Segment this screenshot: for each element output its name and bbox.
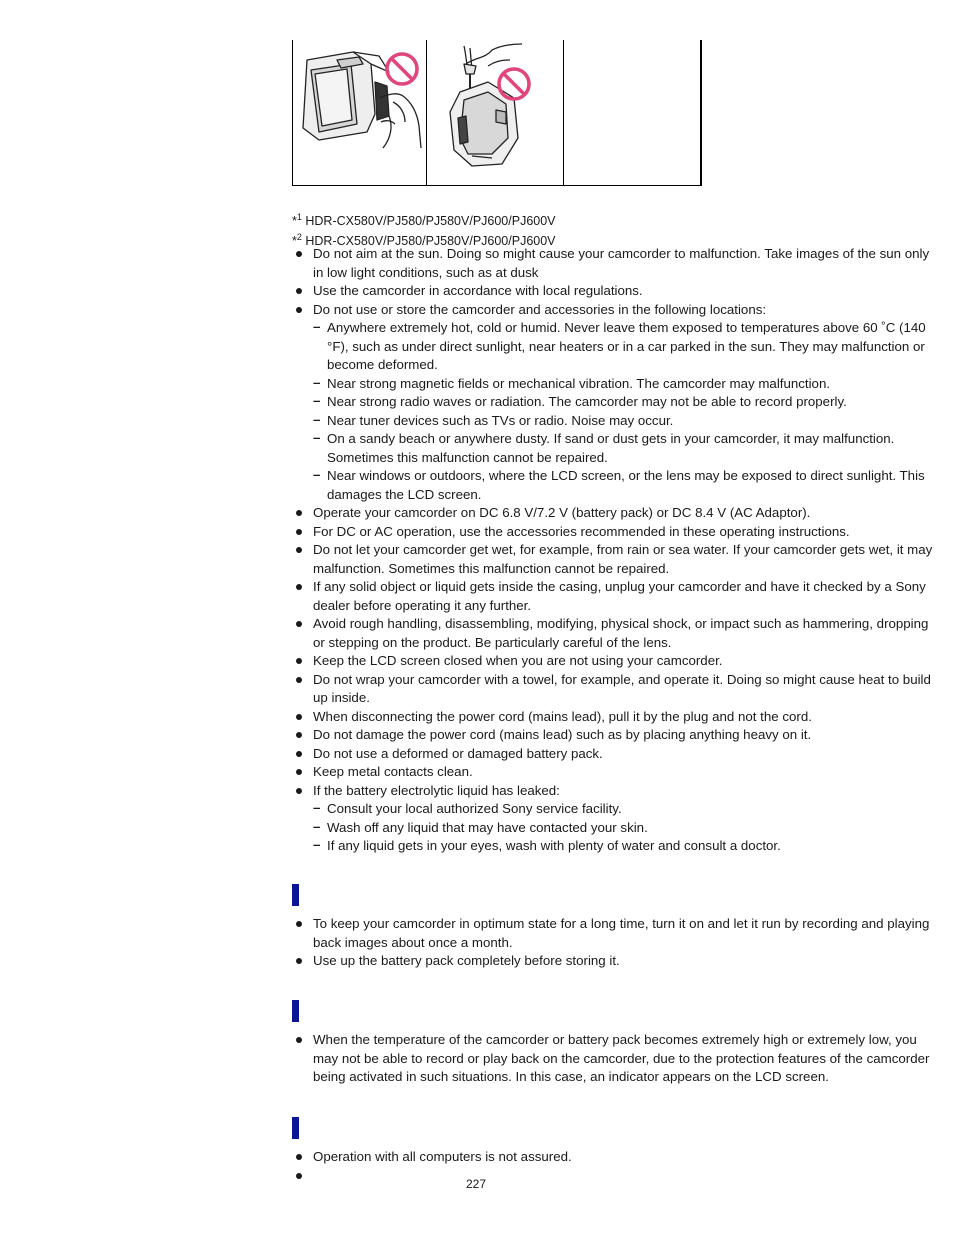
list-item: [292, 726, 936, 745]
temperature-list: [292, 1031, 936, 1087]
list-item: [292, 708, 936, 727]
list-item-text: Use the camcorder in accordance with local regulations.: [313, 283, 643, 298]
table-divider: [700, 40, 702, 185]
list-item: [292, 615, 936, 652]
list-item: [292, 671, 936, 708]
list-item-text: Keep metal contacts clean.: [313, 764, 473, 779]
list-item: [292, 523, 936, 542]
list-item-text: Keep the LCD screen closed when you are not using your camcorder.: [313, 653, 723, 668]
list-item: [292, 541, 936, 578]
section-heading-marker: [292, 884, 299, 906]
sub-list-item: – Near tuner devices such as TVs or radio. Noise may occur.: [313, 412, 936, 431]
computer-operation-list: [292, 1148, 936, 1167]
prohibited-icon: [387, 54, 417, 84]
list-item-text: Do not let your camcorder get wet, for example, from rain or sea water. If your camcorder gets wet, it may malfunction. Sometimes this malfunction cannot be repaired.: [313, 542, 933, 576]
list-item: [292, 915, 936, 952]
list-item: [292, 745, 936, 764]
list-item: [292, 652, 936, 671]
section-heading-marker: [292, 1117, 299, 1139]
sub-list-item: – If any liquid gets in your eyes, wash with plenty of water and consult a doctor.: [313, 837, 936, 856]
list-item: [292, 245, 936, 282]
list-item-text: Do not wrap your camcorder with a towel, for example, and operate it. Doing so might cause heat to build up inside.: [313, 671, 931, 705]
footnote-2: *$^2$ HDR-CX580V/PJ580/PJ580V/PJ600/PJ600V: [292, 232, 556, 248]
list-item-text: To keep your camcorder in optimum state for a long time, turn it on and let it run by recording and playing back images about once a month.: [313, 916, 930, 950]
illustration-table: [292, 40, 702, 186]
list-item: [292, 1031, 936, 1087]
sub-list-item: – Near strong radio waves or radiation. The camcorder may not be able to record properly.: [313, 393, 936, 412]
table-divider: [563, 40, 564, 185]
list-item-text: When the temperature of the camcorder or battery pack becomes extremely high or extremely low, you may not be able to record or play back on the camcorder, due to the protection features of the camcorder being activated in such situations. In this case, an indicator appears on the LCD screen.: [313, 1032, 930, 1084]
list-item: [292, 578, 936, 615]
sub-list-item: – Near windows or outdoors, where the LCD screen, or the lens may be exposed to direct sunlight. This damages the LCD screen.: [313, 467, 936, 504]
sub-list-item: – Near strong magnetic fields or mechanical vibration. The camcorder may malfunction.: [313, 375, 936, 394]
list-item-text: For DC or AC operation, use the accessories recommended in these operating instructions.: [313, 523, 850, 539]
list-item-text: Do not aim at the sun. Doing so might cause your camcorder to malfunction. Take images of the sun only in low light conditions, such as at dusk: [313, 246, 930, 280]
precautions-list: [292, 245, 936, 856]
list-item: [292, 282, 936, 301]
footnote-1: *$^1$ HDR-CX580V/PJ580/PJ580V/PJ600/PJ600V: [292, 212, 556, 228]
list-item-text: Do not use a deformed or damaged battery pack.: [313, 745, 603, 761]
list-item: [292, 504, 936, 523]
list-item: [292, 301, 936, 505]
sub-list: [313, 319, 936, 504]
list-item: [292, 782, 936, 856]
camcorder-drop-prohibited-image: [430, 42, 560, 172]
table-divider: [426, 40, 427, 185]
camcorder-grip-prohibited-image: [297, 42, 423, 150]
list-item: [292, 952, 936, 971]
list-item-text: Operation with all computers is not assured.: [313, 1149, 572, 1164]
sub-list: [313, 800, 936, 856]
list-item: [292, 1148, 936, 1167]
list-item-text: Use up the battery pack completely before storing it.: [313, 953, 620, 968]
list-item-text: If any solid object or liquid gets inside the casing, unplug your camcorder and have it checked by a Sony dealer before operating it any further.: [313, 579, 926, 613]
sub-list-item: – Consult your local authorized Sony service facility.: [313, 800, 936, 819]
list-item-text: Avoid rough handling, disassembling, modifying, physical shock, or impact such as hammering, dropping or stepping on the product. Be particularly careful of the lens.: [313, 616, 929, 650]
list-item-text: Operate your camcorder on DC 6.8 V/7.2 V (battery pack) or DC 8.4 V (AC Adaptor).: [313, 505, 811, 520]
list-item: [292, 763, 936, 782]
sub-list-item: – On a sandy beach or anywhere dusty. If sand or dust gets in your camcorder, it may malfunction. Sometimes this malfunction cannot be repaired.: [313, 430, 936, 467]
list-item-text: When disconnecting the power cord (mains lead), pull it by the plug and not the cord.: [313, 708, 812, 724]
page-number: 227: [466, 1177, 487, 1191]
section-heading-marker: [292, 1000, 299, 1022]
sub-list-item: – Wash off any liquid that may have contacted your skin.: [313, 819, 936, 838]
list-item-text: If the battery electrolytic liquid has leaked:: [313, 782, 560, 798]
storage-maintenance-list: [292, 915, 936, 971]
sub-list-item: – Anywhere extremely hot, cold or humid. Never leave them exposed to temperatures above 60 ˚C (140 °F), such as under direct sunlight, near heaters or in a car parked in the sun. They may malfunction or become deformed.: [313, 319, 936, 375]
prohibited-icon: [499, 69, 529, 99]
list-item-text: Do not damage the power cord (mains lead) such as by placing anything heavy on it.: [313, 727, 812, 742]
list-item-text: Do not use or store the camcorder and accessories in the following locations:: [313, 301, 767, 317]
